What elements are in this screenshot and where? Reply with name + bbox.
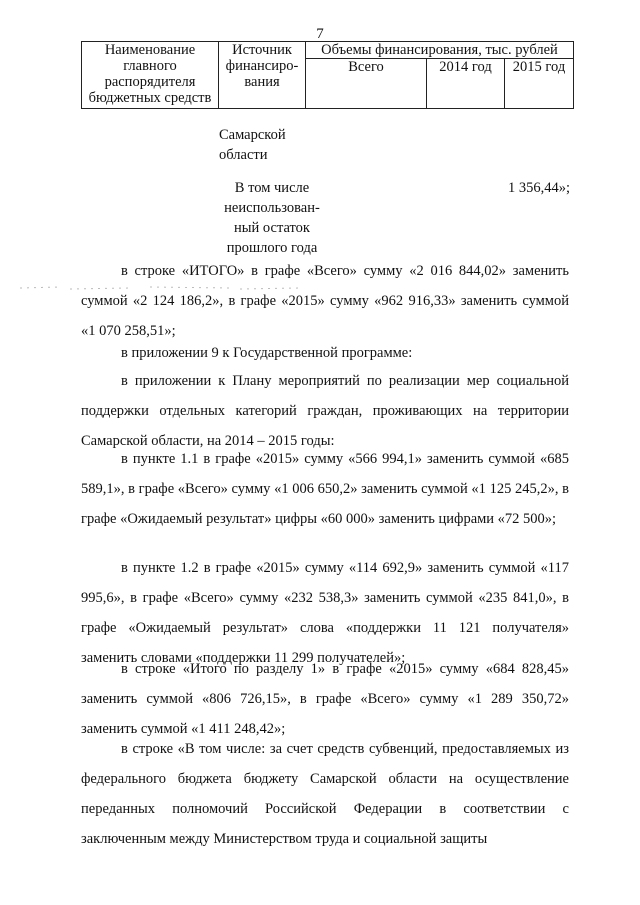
header-2015: 2015 год <box>505 59 574 109</box>
paragraph-1: в строке «ИТОГО» в графе «Всего» сумму «2 016 844,02» заменить суммой «2 124 186,2», в графе «2015» сумму «962 916,33» заменить суммой «1 070 258,51»; <box>81 263 569 339</box>
header-admin: Наименование главного распорядителя бюджетных средств <box>82 42 219 109</box>
paragraph-4: в пункте 1.1 в графе «2015» сумму «566 994,1» заменить суммой «685 589,1», в графе «Всего» сумму «1 006 650,2» заменить суммой «1 125 245,2», в графе «Ожидаемый результат» цифры «60 000» заменить цифрами «72 500»; <box>81 451 569 527</box>
source-continuation: Самарской области <box>219 127 286 163</box>
paragraph-3: в приложении к Плану мероприятий по реализации мер социальной поддержки отдельных категорий граждан, проживающих на территории Самарской области, на 2014 – 2015 годы: <box>81 373 569 449</box>
paragraph-6: в строке «Итого по разделу 1» в графе «2015» сумму «684 828,45» заменить суммой «806 726,15», в графе «Всего» сумму «1 289 350,72» заменить суммой «1 411 248,42»; <box>81 661 569 737</box>
page-number: 7 <box>316 26 324 42</box>
header-2014: 2014 год <box>427 59 505 109</box>
header-total: Всего <box>306 59 427 109</box>
including-value: 1 356,44»; <box>507 180 570 196</box>
paragraph-2: в приложении 9 к Государственной программе: <box>121 345 413 361</box>
financing-table-header <box>81 41 574 109</box>
including-label: В том числе неиспользован- ный остаток прошлого года <box>224 180 320 256</box>
header-source: Источник финансиро- вания <box>219 42 306 109</box>
header-volumes: Объемы финансирования, тыс. рублей <box>306 42 574 59</box>
paragraph-7: в строке «В том числе: за счет средств субвенций, предоставляемых из федерального бюджета бюджету Самарской области на осуществление переданных полномочий Российской Федерации в соответствии с заключенным между Министерством труда и социальной защиты <box>81 741 569 847</box>
paragraph-5: в пункте 1.2 в графе «2015» сумму «114 692,9» заменить суммой «117 995,6», в графе «Всего» сумму «232 538,3» заменить суммой «235 841,0», в графе «Ожидаемый результат» слова «поддержки 11 121 получателя» заменить словами «поддержки 11 299 получателей»; <box>81 560 569 666</box>
